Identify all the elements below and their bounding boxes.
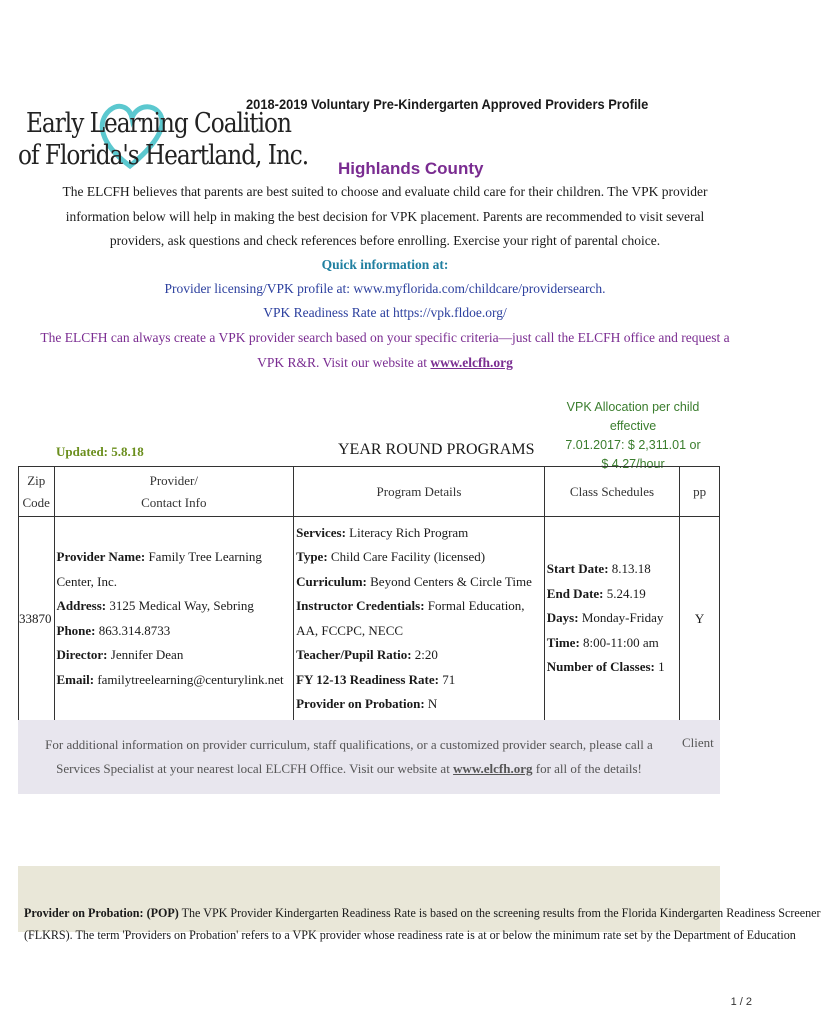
allocation-line-1: VPK Allocation per child effective — [566, 400, 700, 433]
type-label: Type: — [296, 549, 328, 564]
logo-line-1: Early Learning Coalition — [26, 108, 291, 139]
ratio-value: 2:20 — [414, 647, 438, 662]
pp-cell: Y — [680, 517, 720, 721]
services-value: Literacy Rich Program — [349, 524, 469, 540]
end-value: 5.24.19 — [606, 585, 646, 601]
allocation-line-2: 7.01.2017: $ 2,311.01 or — [565, 438, 701, 452]
pop-description-cont: (FLKRS). The term 'Providers on Probation' refers to a VPK provider whose readiness rate is at or below the minimum rate set by the Department of Education — [24, 927, 796, 942]
start-label: Start Date: — [546, 561, 609, 577]
ratio-label: Teacher/Pupil Ratio: — [296, 647, 412, 662]
footer-website-link[interactable]: www.elcfh.org — [453, 761, 533, 776]
footer-line-2 — [24, 757, 674, 781]
director-label: Director: — [56, 647, 108, 662]
provider-email[interactable]: familytreelearning@centurylink.net — [97, 671, 284, 687]
zip-cell: 33870 — [19, 517, 55, 721]
days-value: Monday-Friday — [581, 610, 664, 626]
pp-header: pp — [680, 467, 720, 517]
provider-header — [54, 467, 294, 517]
pop-text — [24, 902, 821, 946]
elcfh-logo — [18, 96, 309, 176]
logo-line-2: of Florida's Heartland, Inc. — [18, 140, 309, 171]
footer-text — [24, 733, 674, 781]
provider-director: Jennifer Dean — [110, 647, 184, 662]
provider-header-line-2: Contact Info — [141, 494, 207, 510]
email-label: Email: — [56, 671, 95, 687]
pop-box — [18, 866, 821, 942]
section-title: YEAR ROUND PROGRAMS — [338, 441, 535, 458]
county-heading: Highlands County — [338, 159, 484, 178]
footer-line-2-end: for all of the details! — [535, 761, 642, 776]
providers-table — [18, 466, 720, 721]
footer-line-1: For additional information on provider curriculum, staff qualifications, or a customized provider search, please call a — [45, 737, 653, 752]
name-label: Provider Name: — [56, 549, 146, 564]
instructor-label: Instructor Credentials: — [296, 598, 425, 613]
program-cell — [294, 517, 545, 721]
schedule-cell — [544, 517, 679, 721]
program-header: Program Details — [294, 467, 545, 517]
pop-description: The VPK Provider Kindergarten Readiness Rate is based on the screening results from the Florida Kindergarten Readiness Screener — [181, 905, 821, 920]
provider-name: Family Tree Learning Center, Inc. — [56, 549, 262, 589]
provider-phone: 863.314.8733 — [98, 622, 171, 638]
classes-value: 1 — [658, 659, 665, 675]
services-label: Services: — [296, 524, 346, 540]
time-label: Time: — [546, 634, 580, 650]
document-title: 2018-2019 Voluntary Pre-Kindergarten Approved Providers Profile — [246, 96, 649, 112]
footer-line-2-text: Services Specialist at your nearest local ELCFH Office. Visit our website at — [56, 761, 450, 776]
time-value: 8:00-11:00 am — [583, 634, 659, 650]
allocation-line-3: $ 4.27/hour — [601, 457, 665, 471]
type-value: Child Care Facility (licensed) — [330, 549, 486, 564]
probation-label: Provider on Probation: — [296, 696, 425, 711]
probation-value: N — [427, 696, 438, 711]
instructor-value: Formal Education, AA, FCCPC, NECC — [296, 598, 525, 638]
website-link[interactable]: www.elcfh.org — [430, 354, 513, 370]
search-note — [40, 326, 730, 375]
days-label: Days: — [546, 610, 579, 626]
page-indicator: 1 / 2 — [730, 996, 752, 1008]
table-row — [19, 517, 720, 721]
pop-label: Provider on Probation: (POP) — [24, 905, 179, 920]
end-label: End Date: — [546, 585, 604, 601]
zip-header-line-2: Code — [22, 494, 50, 510]
address-label: Address: — [56, 598, 107, 613]
phone-label: Phone: — [56, 622, 96, 638]
vpk-allocation — [548, 398, 718, 474]
provider-header-line-1: Provider/ — [149, 472, 198, 488]
start-value: 8.13.18 — [611, 561, 651, 577]
curriculum-value: Beyond Centers & Circle Time — [370, 573, 532, 589]
footer-client: Client — [682, 735, 714, 750]
updated-date: Updated: 5.8.18 — [56, 444, 144, 459]
readiness-label: FY 12-13 Readiness Rate: — [296, 671, 439, 687]
zip-header-line-1: Zip — [27, 472, 46, 488]
quick-info-label: Quick information at: — [321, 257, 449, 272]
schedules-header: Class Schedules — [544, 467, 679, 517]
classes-label: Number of Classes: — [546, 659, 655, 675]
readiness-value: 71 — [442, 671, 456, 687]
table-header-row — [19, 467, 720, 517]
curriculum-label: Curriculum: — [296, 573, 367, 589]
readiness-rate-link[interactable]: VPK Readiness Rate at https://vpk.fldoe.org/ — [263, 305, 507, 320]
provider-cell — [54, 517, 294, 721]
provider-address: 3125 Medical Way, Sebring — [109, 598, 254, 613]
provider-licensing-link[interactable]: Provider licensing/VPK profile at: www.myflorida.com/childcare/providersearch. — [164, 281, 606, 296]
zip-header — [19, 467, 55, 517]
search-note-text: The ELCFH can always create a VPK provider search based on your specific criteria—just call the ELCFH office and request a VPK R&R. Visit our website at — [40, 330, 730, 370]
intro-paragraph: The ELCFH believes that parents are best suited to choose and evaluate child care for their children. The VPK provider information below will help in making the best decision for VPK placement. Parents are recommended to visit several providers, ask questions and check references before enrolling. Exercise your right of parental choice. — [62, 184, 708, 248]
